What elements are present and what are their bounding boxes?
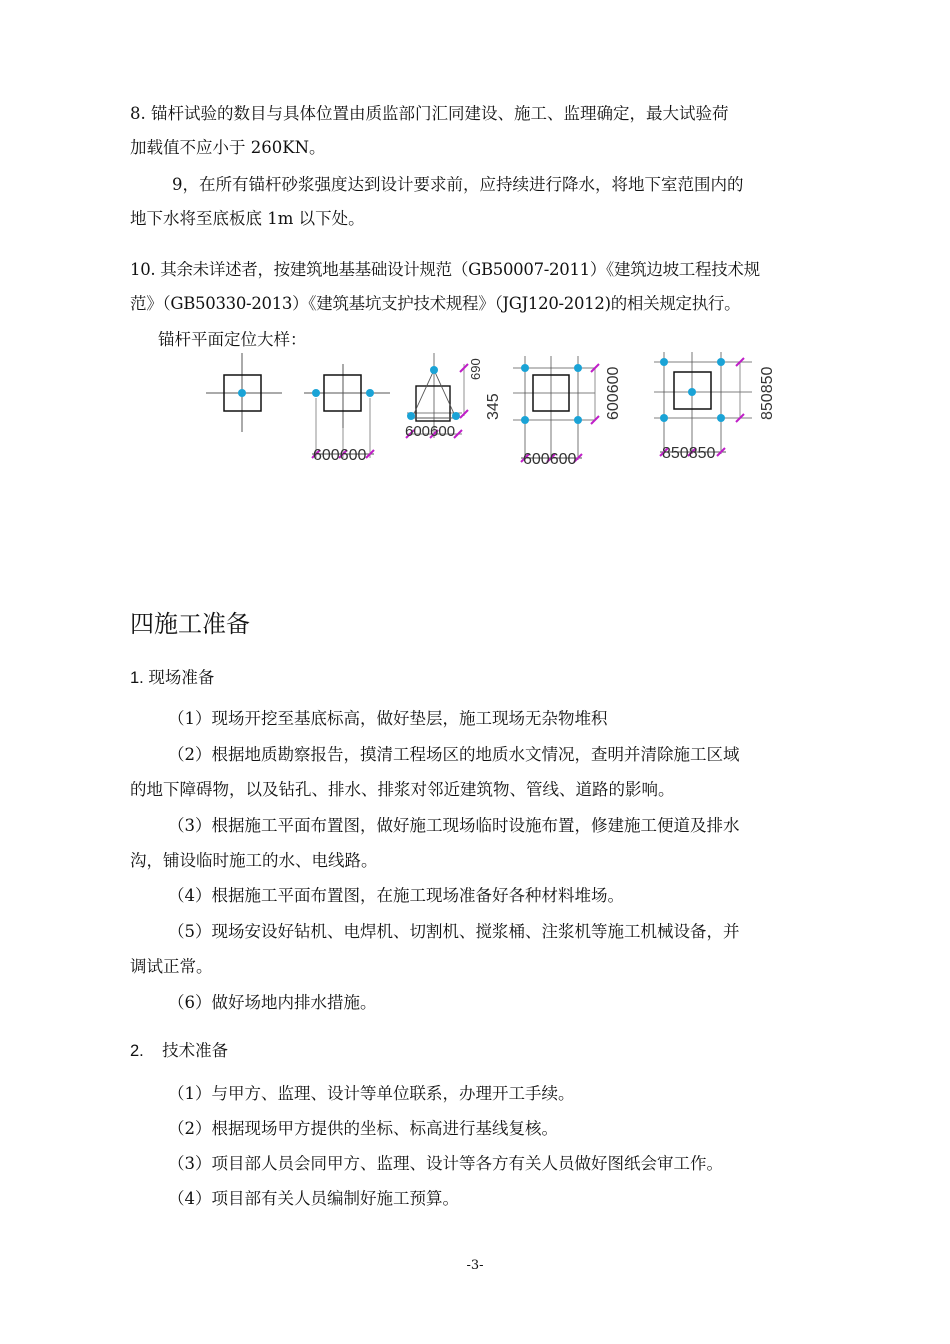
detail-four-anchors-850 [654,352,776,462]
para9-line1: 9，在所有锚杆砂浆强度达到设计要求前，应持续进行降水，将地下室范围内的 [172,175,744,194]
d5-side-dim: 850850 [759,366,776,420]
prep-item-5: （5）现场安设好钻机、电焊机、切割机、搅浆桶、注浆机等施工机械设备，并 [168,922,740,941]
prep-item-1: （1）现场开挖至基底标高，做好垫层，施工现场无杂物堆积 [168,709,608,728]
tech-item-4: （4）项目部有关人员编制好施工预算。 [168,1189,459,1208]
prep-item-5-cont: 调试正常。 [130,957,213,976]
detail-triangle-anchors [405,353,502,440]
prep-item-3: （3）根据施工平面布置图，做好施工现场临时设施布置，修建施工便道及排水 [168,816,740,835]
prep-item-3-cont: 沟，铺设临时施工的水、电线路。 [130,851,378,870]
para8-line1: 8. 锚杆试验的数目与具体位置由质监部门汇同建设、施工、监理确定，最大试验荷 [130,104,729,123]
tech-item-1: （1）与甲方、监理、设计等单位联系，办理开工手续。 [168,1084,575,1103]
prep-item-2-cont: 的地下障碍物，以及钻孔、排水、排浆对邻近建筑物、管线、道路的影响。 [130,780,675,799]
prep-item-6: （6）做好场地内排水措施。 [168,993,377,1012]
diagram-title: 锚杆平面定位大样： [158,330,307,349]
d4-side-dim: 600600 [605,366,622,420]
tech-item-3: （3）项目部人员会同甲方、监理、设计等各方有关人员做好图纸会审工作。 [168,1154,723,1173]
tech-item-2: （2）根据现场甲方提供的坐标、标高进行基线复核。 [168,1119,558,1138]
para10-line2: 范》（GB50330-2013）《建筑基坑支护技术规程》（JGJ120-2012)的相关规定执行。 [130,294,741,313]
d5-bottom-dim: 850850 [662,445,716,462]
d3-side-dim-b: 345 [485,393,502,420]
subsection-2-title: 2. 技术准备 [130,1042,229,1060]
prep-item-2: （2）根据地质勘察报告，摸清工程场区的地质水文情况，查明并清除施工区域 [168,745,740,764]
prep-item-4: （4）根据施工平面布置图，在施工现场准备好各种材料堆场。 [168,886,624,905]
page-number: -3- [466,1258,484,1273]
d3-side-dim-a: 690 [468,358,483,380]
section-heading: 四施工准备 [130,610,250,638]
subsection-1-title: 1. 现场准备 [130,669,215,687]
detail-four-anchors-600 [513,356,622,468]
para9-line2: 地下水将至底板底 1m 以下处。 [130,209,365,228]
d2-bottom-dim: 600600 [313,447,367,464]
detail-two-anchors [304,364,390,464]
detail-single-anchor [206,353,282,432]
anchor-layout-diagram [200,348,790,482]
para8-line2: 加载值不应小于 260KN。 [130,138,326,157]
para10-line1: 10. 其余未详述者，按建筑地基基础设计规范（GB50007-2011）《建筑边坡工程技术规 [130,260,760,279]
d4-bottom-dim: 600600 [523,451,577,468]
d3-bottom-dim: 600600 [405,423,456,440]
